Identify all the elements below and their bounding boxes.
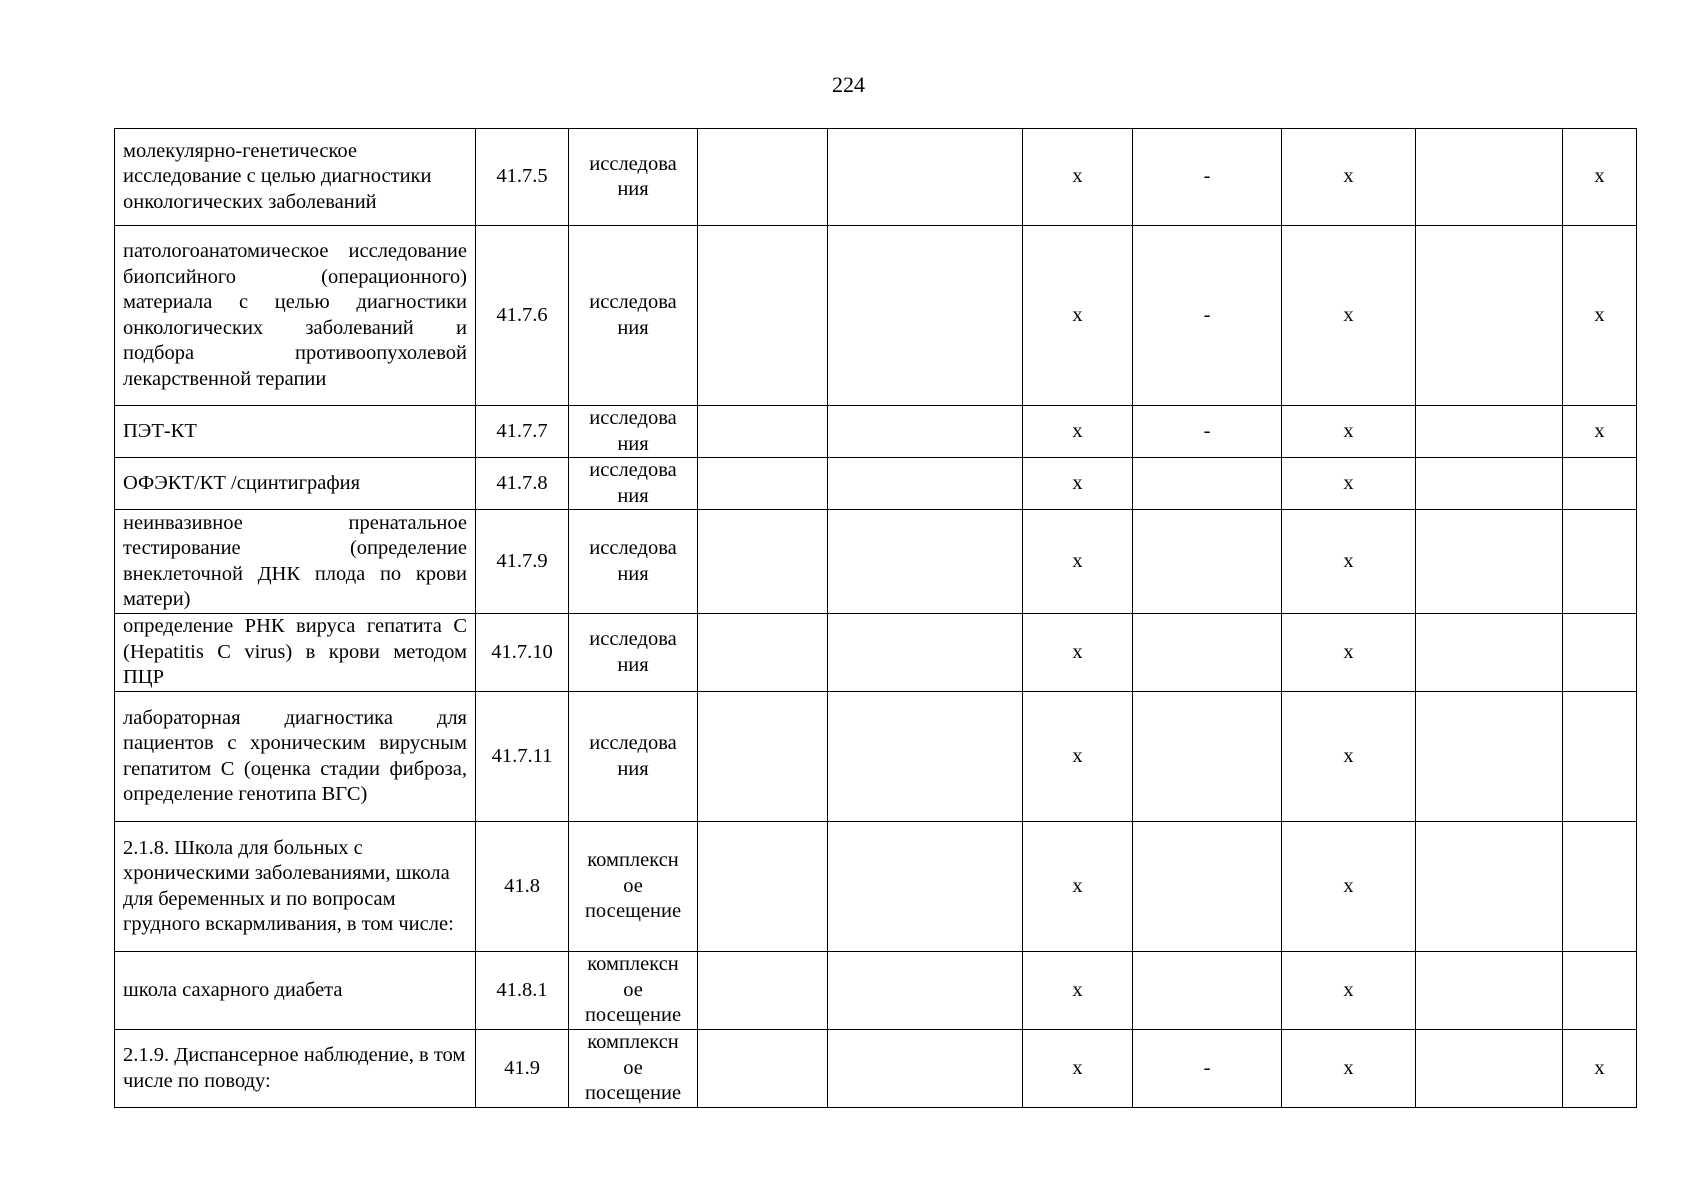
service-code: 41.8.1 [476, 952, 569, 1030]
page-number: 224 [832, 72, 865, 97]
unit-text: исследова ния [589, 459, 677, 507]
cell-col7 [1563, 692, 1637, 822]
unit-of-measure [569, 692, 698, 822]
cell-col6 [1416, 458, 1563, 510]
cell-col4: - [1133, 129, 1282, 226]
cell-col3: x [1023, 952, 1133, 1030]
cell-col4 [1133, 952, 1282, 1030]
service-name: 2.1.9. Диспансерное наблюдение, в том числе по поводу: [115, 1030, 476, 1108]
unit-of-measure [569, 822, 698, 952]
cell-col3: x [1023, 129, 1133, 226]
unit-of-measure [569, 406, 698, 458]
cell-col7 [1563, 952, 1637, 1030]
cell-col7: x [1563, 1030, 1637, 1108]
cell-col6 [1416, 226, 1563, 406]
cell-col6 [1416, 692, 1563, 822]
cell-col6 [1416, 1030, 1563, 1108]
cell-col6 [1416, 406, 1563, 458]
service-code: 41.8 [476, 822, 569, 952]
service-name: 2.1.8. Школа для больных с хроническими заболеваниями, школа для беременных и по вопросам грудного вскармливания, в том числе: [115, 822, 476, 952]
table-row [115, 129, 1637, 226]
cell-col3: x [1023, 406, 1133, 458]
unit-of-measure [569, 226, 698, 406]
cell-col1 [698, 614, 828, 692]
unit-text: исследова ния [589, 537, 677, 585]
cell-col2 [828, 692, 1023, 822]
cell-col7 [1563, 510, 1637, 614]
cell-col5: x [1282, 226, 1416, 406]
cell-col5: x [1282, 129, 1416, 226]
service-name: школа сахарного диабета [115, 952, 476, 1030]
cell-col2 [828, 458, 1023, 510]
cell-col1 [698, 822, 828, 952]
cell-col1 [698, 1030, 828, 1108]
unit-text: комплексн ое посещение [584, 849, 682, 923]
services-table [114, 128, 1637, 1108]
service-code: 41.7.8 [476, 458, 569, 510]
unit-text: исследова ния [589, 407, 677, 455]
service-code: 41.7.5 [476, 129, 569, 226]
cell-col4 [1133, 692, 1282, 822]
cell-col1 [698, 458, 828, 510]
table-row [115, 226, 1637, 406]
cell-col1 [698, 226, 828, 406]
cell-col3: x [1023, 822, 1133, 952]
cell-col2 [828, 952, 1023, 1030]
cell-col4: - [1133, 226, 1282, 406]
cell-col3: x [1023, 226, 1133, 406]
cell-col5: x [1282, 692, 1416, 822]
cell-col5: x [1282, 614, 1416, 692]
table-row [115, 406, 1637, 458]
service-name: определение РНК вируса гепатита С (Hepatitis C virus) в крови методом ПЦР [115, 614, 476, 692]
table-row [115, 510, 1637, 614]
cell-col2 [828, 510, 1023, 614]
cell-col4 [1133, 822, 1282, 952]
service-code: 41.7.11 [476, 692, 569, 822]
table-row [115, 692, 1637, 822]
cell-col6 [1416, 952, 1563, 1030]
cell-col6 [1416, 129, 1563, 226]
service-name: патологоанатомическое исследование биопсийного (операционного) материала с целью диагностики онкологических заболеваний и подбора противоопухолевой лекарственной терапии [115, 226, 476, 406]
cell-col5: x [1282, 406, 1416, 458]
cell-col6 [1416, 510, 1563, 614]
table-row [115, 614, 1637, 692]
unit-text: исследова ния [589, 152, 677, 200]
unit-text: исследова ния [589, 732, 677, 780]
cell-col4 [1133, 510, 1282, 614]
service-name: ПЭТ-КТ [115, 406, 476, 458]
cell-col7 [1563, 614, 1637, 692]
cell-col5: x [1282, 822, 1416, 952]
cell-col1 [698, 406, 828, 458]
table-row [115, 1030, 1637, 1108]
cell-col4 [1133, 614, 1282, 692]
service-code: 41.7.10 [476, 614, 569, 692]
cell-col2 [828, 1030, 1023, 1108]
unit-of-measure [569, 952, 698, 1030]
cell-col3: x [1023, 458, 1133, 510]
cell-col6 [1416, 614, 1563, 692]
cell-col4 [1133, 458, 1282, 510]
unit-of-measure [569, 458, 698, 510]
service-code: 41.7.7 [476, 406, 569, 458]
unit-of-measure [569, 129, 698, 226]
cell-col2 [828, 226, 1023, 406]
cell-col5: x [1282, 952, 1416, 1030]
cell-col7: x [1563, 226, 1637, 406]
service-code: 41.9 [476, 1030, 569, 1108]
cell-col5: x [1282, 510, 1416, 614]
cell-col2 [828, 822, 1023, 952]
cell-col3: x [1023, 1030, 1133, 1108]
cell-col6 [1416, 822, 1563, 952]
cell-col4: - [1133, 1030, 1282, 1108]
unit-text: исследова ния [589, 291, 677, 339]
service-name: ОФЭКТ/КТ /сцинтиграфия [115, 458, 476, 510]
cell-col1 [698, 692, 828, 822]
cell-col5: x [1282, 458, 1416, 510]
cell-col1 [698, 952, 828, 1030]
cell-col2 [828, 614, 1023, 692]
table-row [115, 952, 1637, 1030]
cell-col3: x [1023, 692, 1133, 822]
service-code: 41.7.9 [476, 510, 569, 614]
cell-col7 [1563, 458, 1637, 510]
cell-col1 [698, 510, 828, 614]
cell-col4: - [1133, 406, 1282, 458]
service-code: 41.7.6 [476, 226, 569, 406]
unit-text: комплексн ое посещение [584, 1031, 682, 1105]
cell-col1 [698, 129, 828, 226]
service-name: молекулярно-генетическое исследование с целью диагностики онкологических заболеваний [115, 129, 476, 226]
table-row [115, 458, 1637, 510]
cell-col3: x [1023, 614, 1133, 692]
service-name: лабораторная диагностика для пациентов с хроническим вирусным гепатитом С (оценка стадии фиброза, определение генотипа ВГС) [115, 692, 476, 822]
table-row [115, 822, 1637, 952]
cell-col2 [828, 129, 1023, 226]
cell-col7: x [1563, 129, 1637, 226]
cell-col5: x [1282, 1030, 1416, 1108]
unit-of-measure [569, 614, 698, 692]
unit-text: исследова ния [589, 628, 677, 676]
unit-of-measure [569, 1030, 698, 1108]
unit-text: комплексн ое посещение [584, 953, 682, 1027]
cell-col3: x [1023, 510, 1133, 614]
cell-col7 [1563, 822, 1637, 952]
service-name: неинвазивное пренатальное тестирование (определение внеклеточной ДНК плода по крови матери) [115, 510, 476, 614]
cell-col2 [828, 406, 1023, 458]
unit-of-measure [569, 510, 698, 614]
cell-col7: x [1563, 406, 1637, 458]
